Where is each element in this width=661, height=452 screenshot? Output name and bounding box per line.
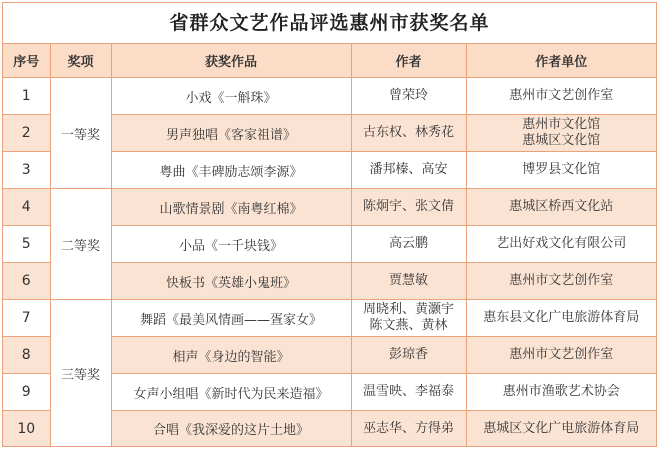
award-level-second: 二等奖 [50,189,111,300]
author-cell: 周晓利、黄灏宇 陈文燕、黄林 [351,300,466,337]
unit-cell: 惠城区文化广电旅游体育局 [466,411,656,447]
unit-cell: 惠州市文艺创作室 [466,263,656,300]
unit-cell: 惠东县文化广电旅游体育局 [466,300,656,337]
row-number: 7 [3,300,50,337]
unit-cell: 惠州市文艺创作室 [466,78,656,115]
author-cell: 曾荣玲 [351,78,466,115]
award-table [3,44,656,447]
award-level-third: 三等奖 [50,300,111,447]
row-number: 4 [3,189,50,226]
work-cell: 女声小组唱《新时代为民来造福》 [111,374,351,411]
work-cell: 小戏《一斛珠》 [111,78,351,115]
award-level-first: 一等奖 [50,78,111,189]
row-number: 3 [3,152,50,189]
header-award: 奖项 [50,44,111,78]
row-number: 8 [3,337,50,374]
author-cell: 温雪映、李福泰 [351,374,466,411]
unit-cell: 博罗县文化馆 [466,152,656,189]
unit-cell: 惠州市文艺创作室 [466,337,656,374]
row-number: 6 [3,263,50,300]
page-title: 省群众文艺作品评选惠州市获奖名单 [3,3,656,44]
work-cell: 男声独唱《客家祖谱》 [111,115,351,152]
author-cell: 高云鹏 [351,226,466,263]
unit-cell: 惠城区桥西文化站 [466,189,656,226]
header-work: 获奖作品 [111,44,351,78]
row-number: 9 [3,374,50,411]
row-number: 10 [3,411,50,447]
work-cell: 舞蹈《最美风情画——疍家女》 [111,300,351,337]
award-list-panel [2,2,657,447]
author-cell: 陈炯宇、张文倩 [351,189,466,226]
header-unit: 作者单位 [466,44,656,78]
row-number: 5 [3,226,50,263]
row-number: 2 [3,115,50,152]
author-cell: 彭琼香 [351,337,466,374]
work-cell: 粤曲《丰碑励志颂李源》 [111,152,351,189]
header-no: 序号 [3,44,50,78]
work-cell: 小品《一千块钱》 [111,226,351,263]
table-row [3,300,656,337]
author-cell: 潘邦榛、高安 [351,152,466,189]
unit-cell: 惠州市渔歌艺术协会 [466,374,656,411]
table-row [3,78,656,115]
work-cell: 快板书《英雄小鬼班》 [111,263,351,300]
author-cell: 贾慧敏 [351,263,466,300]
table-header-row [3,44,656,78]
unit-cell: 艺出好戏文化有限公司 [466,226,656,263]
author-cell: 古东权、林秀花 [351,115,466,152]
author-cell: 巫志华、方得弟 [351,411,466,447]
header-author: 作者 [351,44,466,78]
row-number: 1 [3,78,50,115]
unit-cell: 惠州市文化馆 惠城区文化馆 [466,115,656,152]
work-cell: 相声《身边的智能》 [111,337,351,374]
work-cell: 山歌情景剧《南粤红棉》 [111,189,351,226]
table-row [3,189,656,226]
work-cell: 合唱《我深爱的这片土地》 [111,411,351,447]
